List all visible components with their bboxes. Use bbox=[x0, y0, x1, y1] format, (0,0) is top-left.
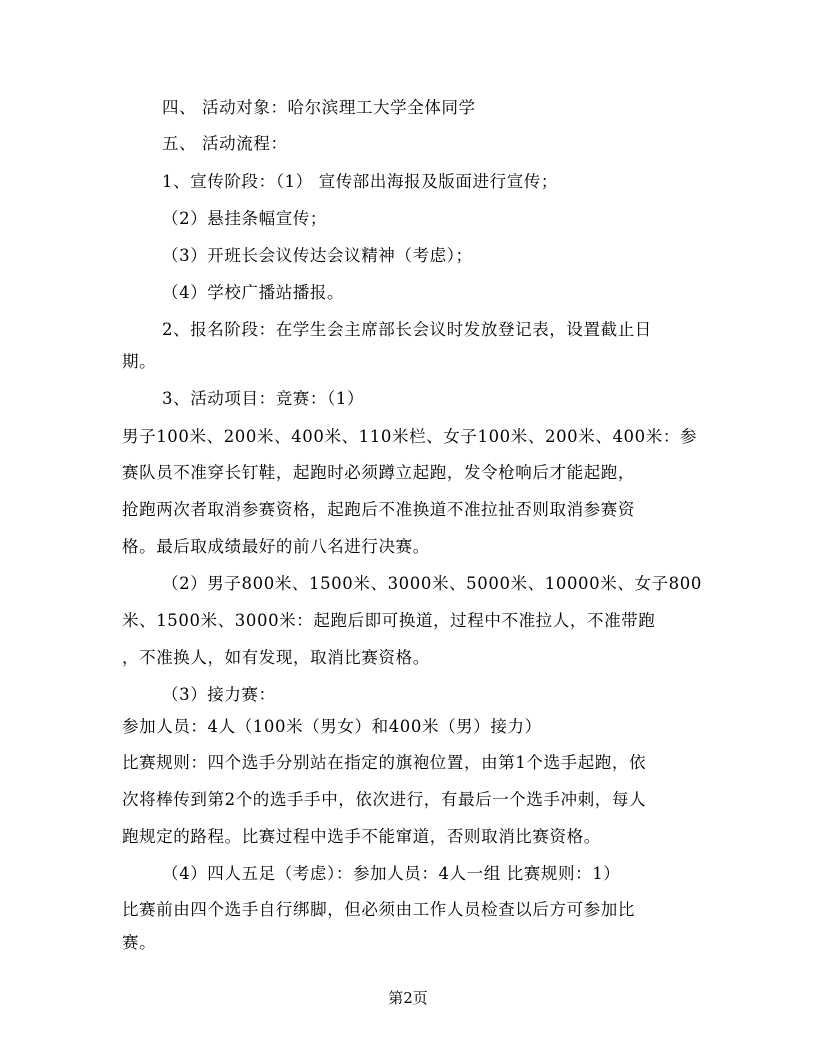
text-line-four-person-race: （4）四人五足（考虑）：参加人员：4人一组 比赛规则：1） bbox=[162, 864, 621, 883]
text-line-sprint-events: 男子100米、200米、400米、110米栏、女子100米、200米、400米：参 bbox=[122, 427, 698, 446]
text-line-relay-rules-2: 次将棒传到第2个的选手手中，依次进行，有最后一个选手冲刺，每人 bbox=[122, 790, 647, 809]
text-line-activity-target: 四、 活动对象：哈尔滨理工大学全体同学 bbox=[162, 98, 476, 117]
text-line-relay-participants: 参加人员：4人（100米（男女）和400米（男）接力） bbox=[122, 717, 542, 736]
text-line-relay-rules-1: 比赛规则：四个选手分别站在指定的旗袍位置，由第1个选手起跑，依 bbox=[122, 753, 647, 772]
text-line-activity-flow: 五、 活动流程： bbox=[162, 134, 288, 153]
text-line-sprint-rules-3: 格。最后取成绩最好的前八名进行决赛。 bbox=[122, 537, 430, 556]
text-line-distance-rules-1: 米、1500米、3000米：起跑后即可换道，过程中不准拉人，不准带跑 bbox=[122, 611, 656, 630]
text-line-relay: （3）接力赛： bbox=[162, 685, 276, 704]
text-line-signup-stage: 2、报名阶段：在学生会主席部长会议时发放登记表，设置截止日 bbox=[162, 320, 652, 339]
text-line-sprint-rules-2: 抢跑两次者取消参赛资格，起跑后不准换道不准拉扯否则取消参赛资 bbox=[122, 500, 635, 519]
text-line-four-person-rules-2: 赛。 bbox=[122, 933, 157, 952]
text-line-banner: （2）悬挂条幅宣传； bbox=[162, 209, 327, 228]
text-line-class-meeting: （3）开班长会议传达会议精神（考虑）； bbox=[162, 246, 473, 265]
text-line-activity-items: 3、活动项目：竞赛：（1） bbox=[162, 389, 365, 408]
text-line-sprint-rules-1: 赛队员不准穿长钉鞋，起跑时必须蹲立起跑，发令枪响后才能起跑， bbox=[122, 463, 635, 482]
text-line-relay-rules-3: 跑规定的路程。比赛过程中选手不能窜道，否则取消比赛资格。 bbox=[122, 827, 601, 846]
text-line-distance-events: （2）男子800米、1500米、3000米、5000米、10000米、女子800 bbox=[162, 574, 702, 593]
text-line-broadcast: （4）学校广播站播报。 bbox=[162, 283, 345, 302]
text-line-four-person-rules-1: 比赛前由四个选手自行绑脚，但必须由工作人员检查以后方可参加比 bbox=[122, 900, 635, 919]
text-line-distance-rules-2: ，不准换人，如有发现，取消比赛资格。 bbox=[122, 648, 430, 667]
text-line-publicity-stage: 1、宣传阶段：（1） 宣传部出海报及版面进行宣传； bbox=[162, 172, 558, 191]
page-number: 第2页 bbox=[388, 989, 428, 1007]
text-line-signup-stage-cont: 期。 bbox=[122, 352, 157, 371]
